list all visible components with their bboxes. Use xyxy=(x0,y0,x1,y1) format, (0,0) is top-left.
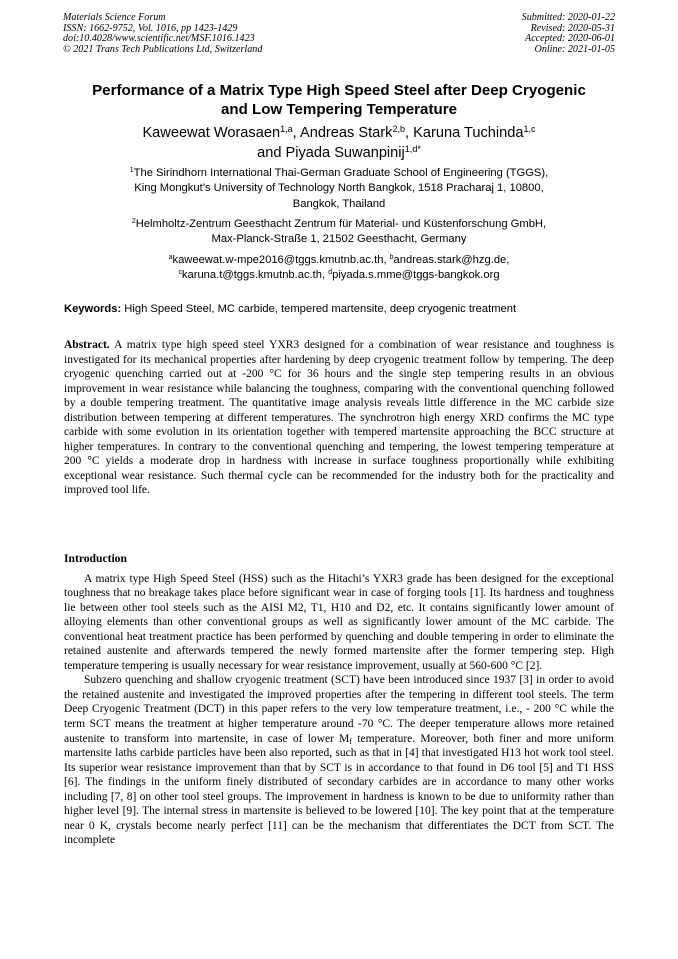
affiliation-marker: 1 xyxy=(129,167,134,175)
author-name: Kaweewat Worasaen xyxy=(142,125,281,141)
affiliation-text: The Sirindhorn International Thai-German Graduate School of Engineering (TGGS), xyxy=(133,167,549,179)
abstract xyxy=(64,338,614,498)
author-name: Karuna Tuchinda xyxy=(413,125,524,141)
affiliation-2 xyxy=(60,217,618,248)
author-conjunction: and xyxy=(257,145,286,161)
email-marker: c xyxy=(178,269,182,277)
author-list xyxy=(50,123,628,163)
abstract-label: Abstract. xyxy=(64,339,110,351)
email-marker: d xyxy=(328,269,333,277)
revised-date: Revised: 2020-05-31 xyxy=(530,22,615,34)
affiliation-line: King Mongkut’s University of Technology North Bangkok, 1518 Pracharaj 1, 10800, xyxy=(134,182,544,195)
affiliation-line xyxy=(60,166,618,181)
email-line-2 xyxy=(60,268,618,283)
title-line-2: and Low Tempering Temperature xyxy=(221,101,457,118)
keywords xyxy=(64,303,516,315)
title-line-1: Performance of a Matrix Type High Speed Steel after Deep Cryogenic xyxy=(92,82,586,99)
affiliation-1 xyxy=(60,166,618,212)
author-name: Andreas Stark xyxy=(299,125,393,141)
author-line-2 xyxy=(50,143,628,163)
journal-name: Materials Science Forum xyxy=(63,12,166,23)
intro-paragraph-1: A matrix type High Speed Steel (HSS) such as the Hitachi’s YXR3 grade has been designed for the exceptional toughness that no breakage takes place before significant wear in case of forging tools [1]. Its hardness and toughness lie between other tool steels such as the AISI M2, T1, H10 and D2, etc. It contains significantly lower amount of alloying elements than other conventional groups as well as significantly lower amount of the MC carbide. The conventional heat treatment practice has been performed by quenching and double tempering in order to eliminate the retained austenite and afterwards tempered the newly formed martensite after the former tempering step. High temperature tempering is usually necessary for wear resistance improvement, usually at 560-600 °C [2]. xyxy=(64,572,614,672)
author-affil-marker: 1,a xyxy=(280,124,293,135)
contact-emails xyxy=(60,253,618,284)
affiliation-line xyxy=(60,217,618,232)
subscript: f xyxy=(349,736,353,746)
paper-title xyxy=(50,81,628,119)
email-line-1 xyxy=(60,253,618,268)
affiliation-text: Helmholtz-Zentrum Geesthacht Zentrum für Material- und Küstenforschung GmbH, xyxy=(135,218,547,230)
email-marker: b xyxy=(389,254,394,262)
online-date: Online: 2021-01-05 xyxy=(534,43,615,55)
keywords-text: High Speed Steel, MC carbide, tempered martensite, deep cryogenic treatment xyxy=(121,303,517,315)
keywords-label: Keywords: xyxy=(64,303,122,315)
doi: doi:10.4028/www.scientific.net/MSF.1016.1423 xyxy=(63,33,255,45)
paragraph-text: Subzero quenching and shallow cryogenic treatment (SCT) have been introduced since 1937 [3] in order to avoid the retained austenite and investigated the improved properties after the tempering in different tool steels. The term Deep Cryogenic Treatment (DCT) in this paper refers to the very low temperature treatment, i.e., - 200 °C while the term SCT means the treatment at higher temperature around -70 °C. The deeper temperature allows more retained austenite to transform into martensite, in case of lower M xyxy=(64,674,614,745)
email-b: andreas.stark@hzg.de, xyxy=(393,254,510,266)
abstract-paragraph xyxy=(64,338,614,498)
author-line-1 xyxy=(50,123,628,143)
section-heading: Introduction xyxy=(64,552,127,565)
affiliation-line: Bangkok, Thailand xyxy=(292,197,386,210)
email-d: piyada.s.mme@tggs-bangkok.org xyxy=(332,269,500,282)
author-affil-marker: 1,c xyxy=(523,124,536,135)
submitted-date: Submitted: 2020-01-22 xyxy=(521,12,615,23)
author-affil-marker: 1,d* xyxy=(404,144,421,155)
introduction-section xyxy=(64,552,614,848)
abstract-text: A matrix type high speed steel YXR3 designed for a combination of wear resistance and toughness is investigated for its mechanical properties after hardening by deep cryogenic treatment follow by tempering. The deep cryogenic quenching carried out at -200 °C for 36 hours and the single step tempering results in an obvious improvement in wear resistance while balancing the toughness, comparing with the conventional quenching followed by a double tempering treatment. The quantitative image analysis reveals little difference in the MC carbide size distribution between tempering at different temperatures. The synchrotron high energy XRD confirms the MC type carbide with some evolution in its orientation together with tempered martensite approaching the BCC structure at higher temperatures. In contrary to the conventional quenching and tempering, the lowest tempering temperature at 200 °C yields a moderate drop in hardness with increase in surface toughness proportionally while exhibiting exceptional wear resistance. Such thermal cycle can be recommended for the industry both for the practicality and improved tool life. xyxy=(64,339,614,497)
author-separator: , xyxy=(292,125,300,141)
author-separator: , xyxy=(405,125,414,141)
affiliation-line: Max-Planck-Straße 1, 21502 Geesthacht, Germany xyxy=(211,233,467,246)
email-marker: a xyxy=(168,254,173,262)
copyright: © 2021 Trans Tech Publications Ltd, Switzerland xyxy=(63,43,263,55)
paragraph-text: temperature. Moreover, both finer and more uniform martensite laths carbide particles have been also reported, such as that in [4] that investigated H13 hot work tool steel. Its superior wear resistance improvement than that by SCT is in accordance to that found in D6 tool [5] and T1 HSS [6]. The findings in the uniform finely distributed of secondary carbides are in accordance to many other works including [7, 8] on other tool steel groups. The improvement in hardness is known to be due to uniformity rather than higher level [9]. The internal stress in martensite is believed to be lowered [10]. The key point that at the temperature near 0 K, crystals become nearly perfect [11] can be the mechanism that differentiates the DCT from SCT. The incomplete xyxy=(64,732,614,847)
intro-paragraph-2 xyxy=(64,673,614,848)
journal-info xyxy=(63,13,262,55)
affiliation-marker: 2 xyxy=(131,218,136,226)
author-affil-marker: 2,b xyxy=(392,124,406,135)
publication-dates xyxy=(522,13,615,55)
author-name: Piyada Suwanpinij xyxy=(285,145,405,161)
issn: ISSN: 1662-9752, Vol. 1016, pp 1423-1429 xyxy=(63,22,238,34)
accepted-date: Accepted: 2020-06-01 xyxy=(525,33,615,45)
email-c: karuna.t@tggs.kmutnb.ac.th, xyxy=(181,269,329,282)
email-a: kaweewat.w-mpe2016@tggs.kmutnb.ac.th, xyxy=(172,254,390,266)
